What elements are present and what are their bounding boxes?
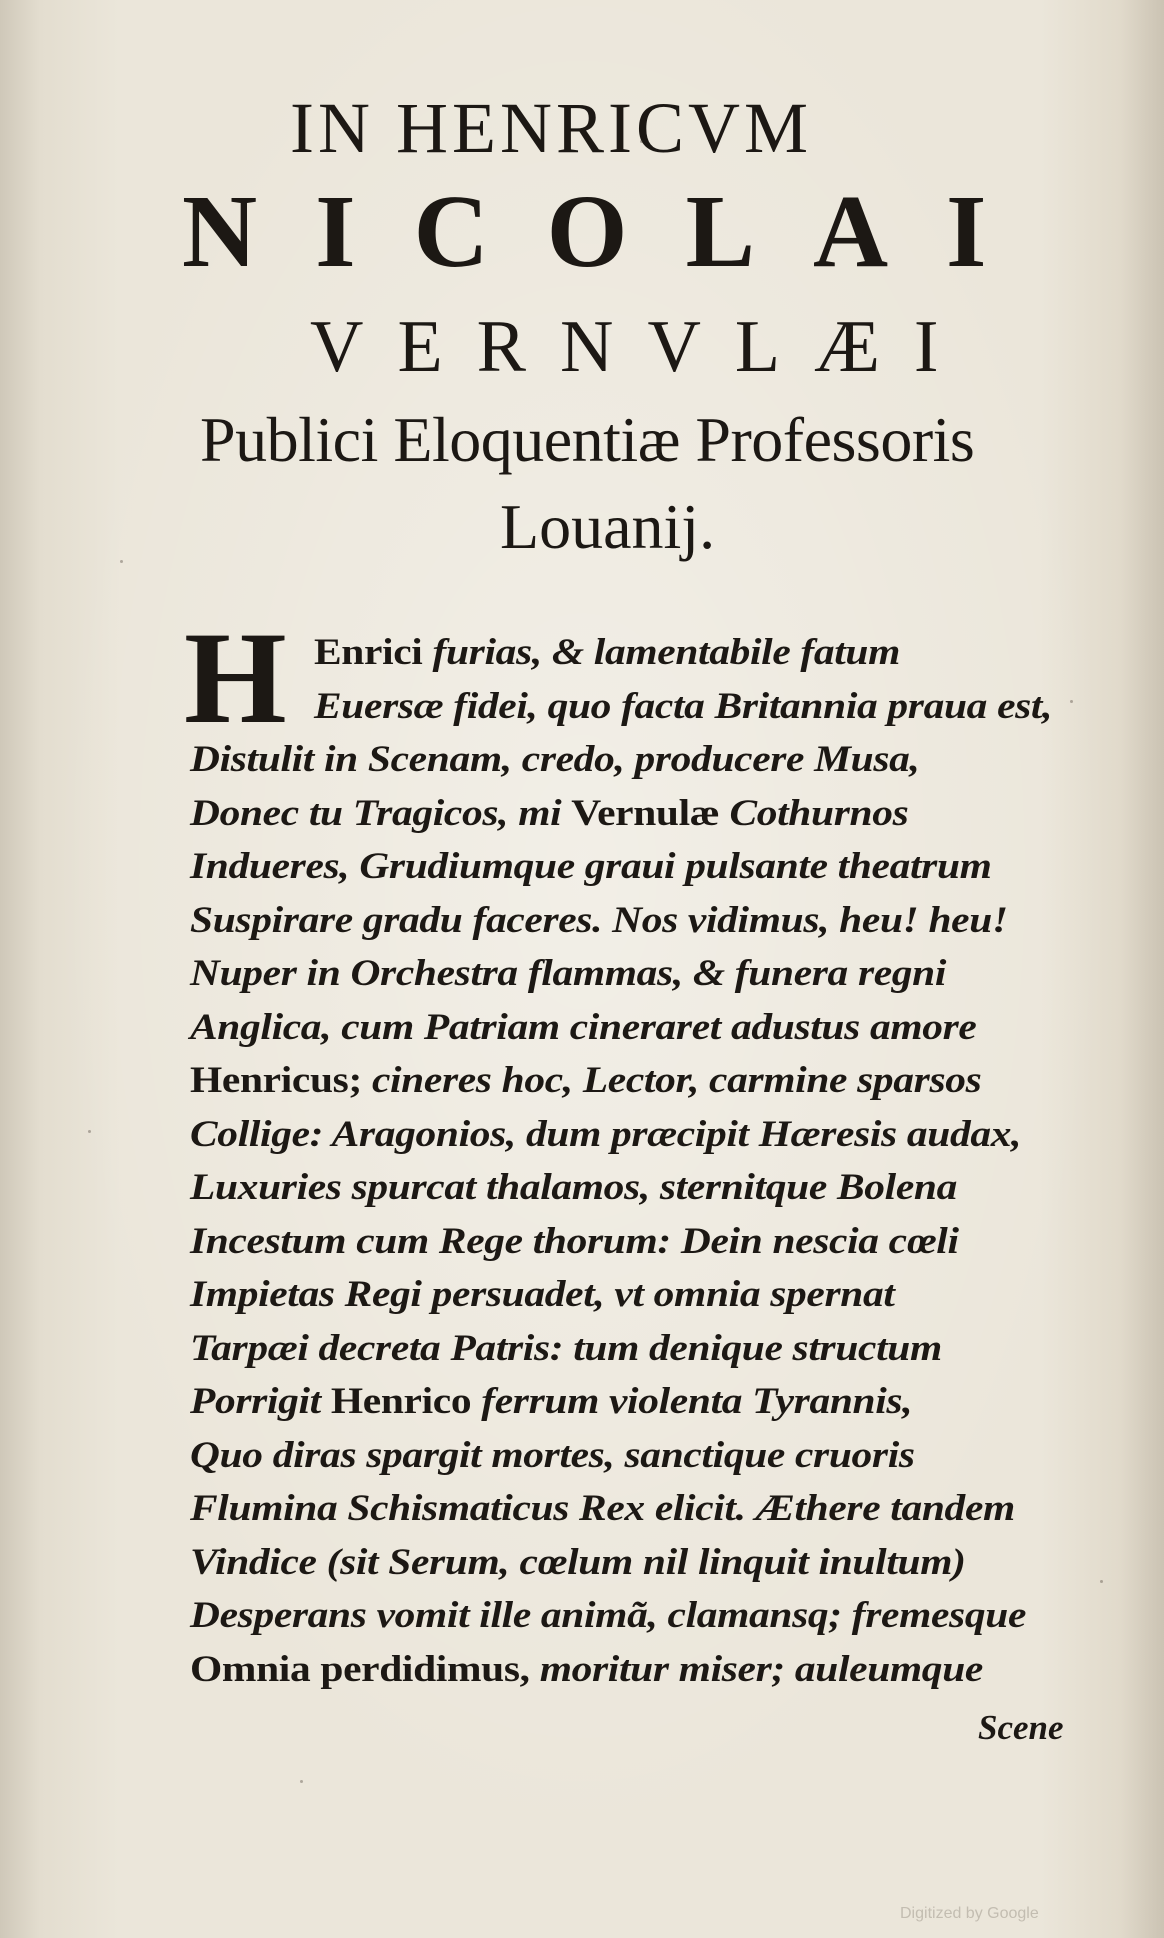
verse-line — [190, 1220, 959, 1262]
verse-segment: Henricus; — [190, 1060, 372, 1101]
verse-line — [190, 955, 946, 992]
verse-segment: Quo diras spargit mortes, sanctique cruoris — [190, 1434, 915, 1476]
verse-line — [190, 792, 909, 834]
verse-line — [190, 1434, 915, 1476]
heading-line-1: IN HENRICVM — [290, 88, 812, 168]
verse-segment: Donec tu Tragicos, mi — [190, 792, 572, 834]
verse-segment: Cothurnos — [729, 792, 909, 834]
verse-line — [314, 685, 1053, 727]
verse-line — [190, 1169, 957, 1206]
verse-segment: Distulit in Scenam, credo, producere Musa, — [190, 739, 920, 780]
verse-segment: Indueres, Grudiumque graui pulsante theatrum — [190, 846, 992, 887]
verse-line — [190, 1383, 912, 1420]
verse-segment: cineres hoc, Lector, carmine sparsos — [371, 1060, 982, 1101]
verse-segment: ferrum violenta Tyrannis, — [481, 1381, 913, 1422]
heading-line-2: NICOLAI — [182, 174, 1045, 289]
verse-line — [190, 1062, 981, 1099]
verse-segment: Flumina Schismaticus Rex elicit. Æthere tandem — [190, 1488, 1015, 1529]
verse-line — [190, 741, 920, 778]
verse-line — [190, 1541, 966, 1583]
heading-line-5: Louanij. — [500, 491, 716, 562]
verse-segment: Suspirare gradu faceres. Nos vidimus, heu! heu! — [190, 899, 1008, 941]
verse-segment: Vindice (sit Serum, cœlum nil linquit inultum) — [190, 1541, 966, 1583]
verse-segment: Incestum cum Rege thorum: Dein nescia cœli — [190, 1220, 959, 1262]
verse-segment: furias, & lamentabile fatum — [432, 632, 901, 673]
verse-line — [190, 848, 992, 885]
verse-segment: Enrici — [314, 632, 433, 673]
verse-line — [190, 1276, 895, 1313]
verse-segment: Porrigit — [190, 1381, 331, 1422]
verse-segment: Collige: Aragonios, dum præcipit Hæresis audax, — [190, 1113, 1022, 1155]
heading-line-4: Publici Eloquentiæ Professoris — [200, 404, 975, 475]
catchword: Scene — [978, 1708, 1064, 1747]
verse-line — [190, 1113, 1022, 1155]
verse-line — [314, 634, 900, 671]
verse-line — [190, 1006, 977, 1048]
verse-segment: moritur miser; auleumque — [539, 1648, 983, 1690]
verse-line — [190, 1597, 1026, 1634]
verse-line — [190, 1327, 942, 1369]
heading-line-3: VERNVLÆI — [310, 306, 973, 388]
verse-line — [190, 899, 1008, 941]
verse-segment: Nuper in Orchestra flammas, & funera regni — [190, 953, 947, 994]
verse-segment: Tarpæi decreta Patris: tum denique structum — [190, 1327, 942, 1369]
watermark: Digitized by Google — [900, 1905, 1039, 1922]
verse-line — [190, 1648, 983, 1690]
drop-cap: H — [184, 604, 287, 751]
verse-line — [190, 1490, 1015, 1527]
verse-segment: Euersæ fidei, quo facta Britannia praua est, — [314, 685, 1053, 727]
verse-segment: Impietas Regi persuadet, vt omnia spernat — [190, 1274, 895, 1315]
verse-segment: Omnia perdidimus, — [190, 1648, 540, 1690]
verse-segment: Desperans vomit ille animã, clamansq; fremesque — [190, 1595, 1027, 1636]
verse-segment: Vernulæ — [571, 792, 730, 834]
verse-segment: Henrico — [330, 1381, 482, 1422]
verse-segment: Luxuries spurcat thalamos, sternitque Bolena — [190, 1167, 957, 1208]
verse-segment: Anglica, cum Patriam cineraret adustus amore — [190, 1006, 977, 1048]
